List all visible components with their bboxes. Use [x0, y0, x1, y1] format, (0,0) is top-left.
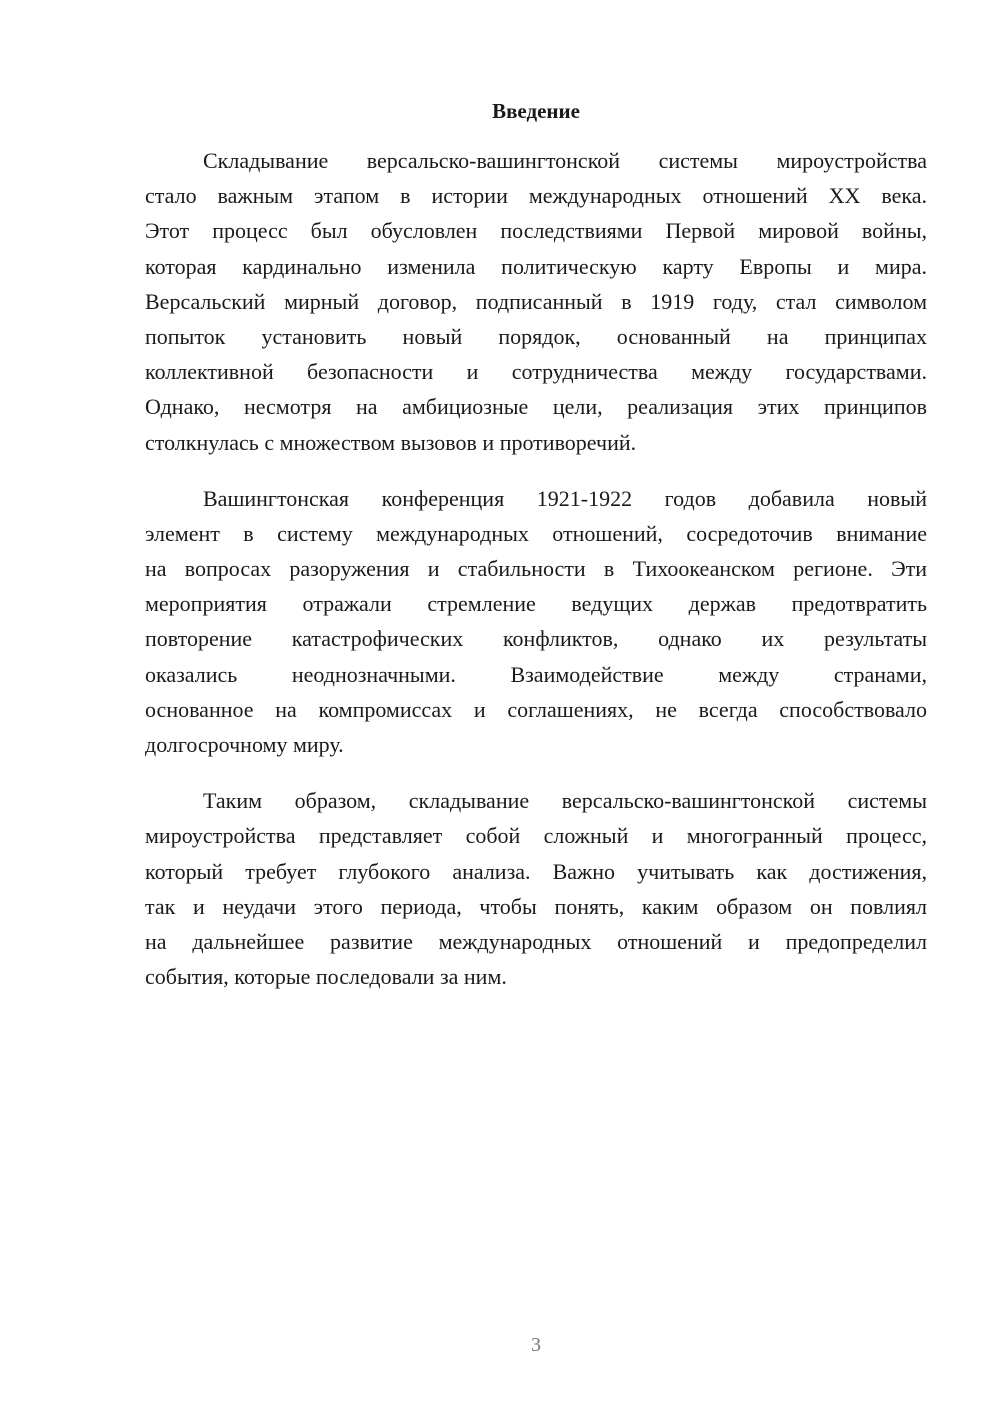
paragraph [145, 481, 927, 763]
text-line: которая кардинально изменила политическую карту Европы и мира. [145, 253, 927, 279]
text-line: события, которые последовали за ним. [145, 964, 507, 990]
text-line: коллективной безопасности и сотрудничества между государствами. [145, 359, 927, 385]
paragraph [145, 143, 927, 460]
text-line: так и неудачи этого периода, чтобы понять, каким образом он повлиял [145, 893, 927, 919]
text-line: основанное на компромиссах и соглашениях, не всегда способствовало [145, 696, 927, 722]
text-line: элемент в систему международных отношений, сосредоточив внимание [145, 520, 927, 546]
text-line: мироустройства представляет собой сложный и многогранный процесс, [145, 823, 927, 849]
paragraph [145, 783, 927, 994]
text-line: который требует глубокого анализа. Важно учитывать как достижения, [145, 858, 927, 884]
text-line: мероприятия отражали стремление ведущих держав предотвратить [145, 591, 927, 617]
text-line: Версальский мирный договор, подписанный в 1919 году, стал символом [145, 288, 927, 314]
text-line: попыток установить новый порядок, основанный на принципах [145, 323, 927, 349]
text-line: Складывание версальско-вашингтонской системы мироустройства [203, 148, 927, 173]
section-title: Введение [492, 99, 580, 123]
text-line: Однако, несмотря на амбициозные цели, реализация этих принципов [145, 394, 927, 420]
text-line: на дальнейшее развитие международных отношений и предопределил [145, 928, 927, 954]
text-line: Таким образом, складывание версальско-вашингтонской системы [203, 788, 927, 814]
text-line: долгосрочному миру. [145, 732, 344, 757]
text-line: столкнулась с множеством вызовов и противоречий. [145, 429, 637, 455]
page-number: 3 [531, 1334, 541, 1356]
document-body [145, 143, 927, 1015]
text-line: Вашингтонская конференция 1921-1922 годов добавила новый [203, 485, 927, 511]
text-line: на вопросах разоружения и стабильности в Тихоокеанском регионе. Эти [145, 556, 927, 582]
text-line: оказались неоднозначными. Взаимодействие между странами, [145, 661, 927, 687]
text-line: повторение катастрофических конфликтов, однако их результаты [145, 626, 927, 652]
text-line: Этот процесс был обусловлен последствиями Первой мировой войны, [145, 218, 927, 244]
text-line: стало важным этапом в истории международных отношений XX века. [145, 183, 927, 209]
